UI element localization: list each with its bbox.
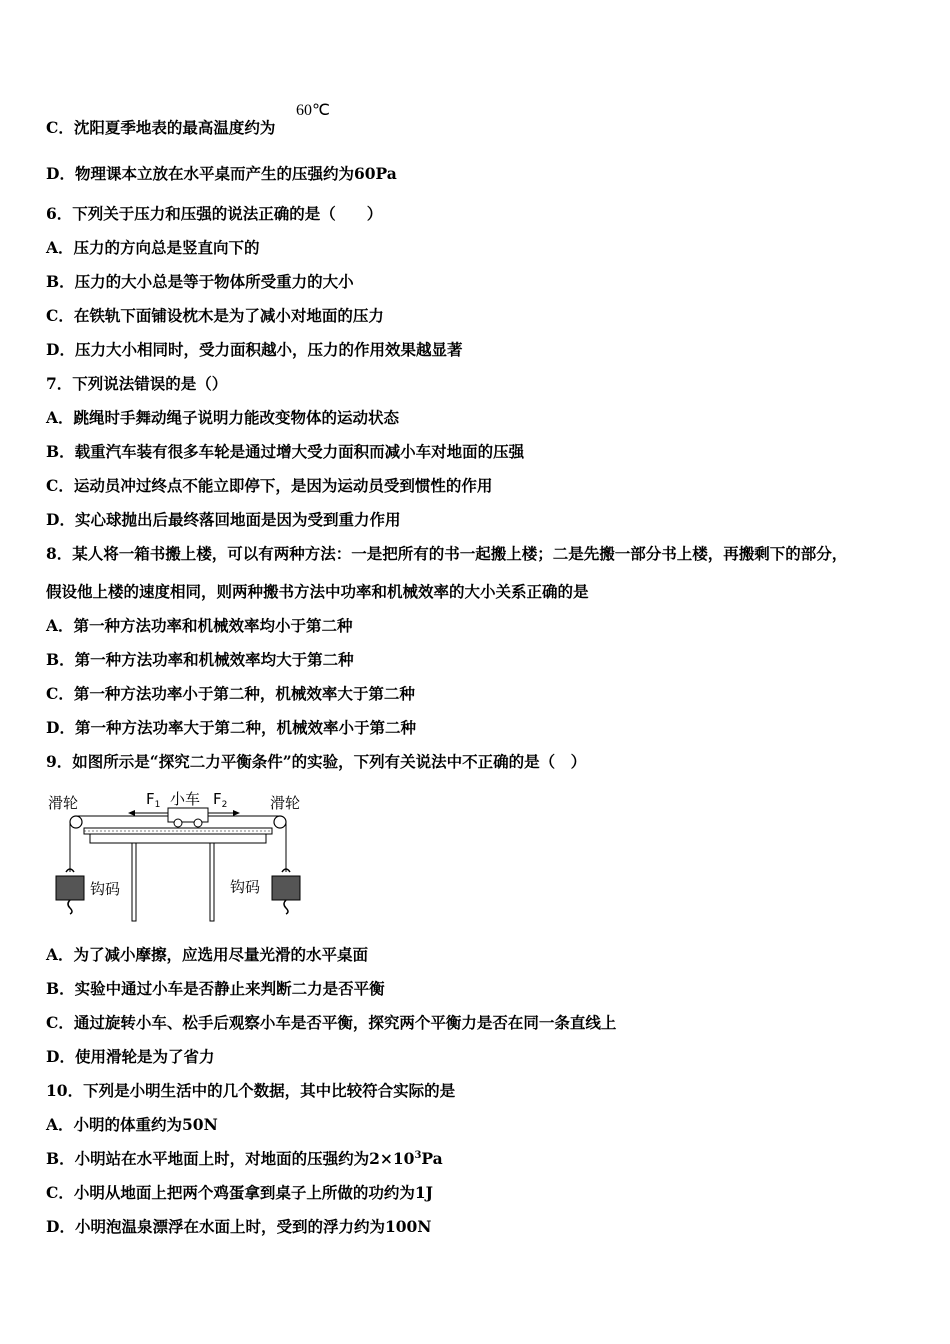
q7-option-a: A．跳绳时手舞动绳子说明力能改变物体的运动状态 — [46, 408, 400, 427]
q10-option-b-exponent: 3 — [414, 1149, 422, 1161]
label-cart: 小车 — [170, 790, 201, 808]
label-pulley-right: 滑轮 — [270, 794, 301, 812]
q8-option-a: A．第一种方法功率和机械效率均小于第二种 — [46, 616, 353, 635]
left-weight-icon — [56, 876, 84, 900]
label-weight-right: 钩码 — [230, 878, 261, 896]
q9-option-c: C．通过旋转小车、松手后观察小车是否平衡，探究两个平衡力是否在同一条直线上 — [46, 1013, 617, 1032]
q9-option-b: B．实验中通过小车是否静止来判断二力是否平衡 — [46, 979, 385, 998]
q6-stem: 6．下列关于压力和压强的说法正确的是（ ） — [46, 204, 383, 223]
label-pulley-left: 滑轮 — [48, 794, 79, 812]
q8-stem-line2: 假设他上楼的速度相同，则两种搬书方法中功率和机械效率的大小关系正确的是 — [46, 582, 589, 601]
q9-option-d: D．使用滑轮是为了省力 — [46, 1047, 215, 1066]
left-pulley-icon — [70, 816, 82, 828]
q10-option-d: D．小明泡温泉漂浮在水面上时，受到的浮力约为100N — [46, 1217, 432, 1236]
q6-option-c: C．在铁轨下面铺设枕木是为了减小对地面的压力 — [46, 306, 384, 325]
q8-option-c: C．第一种方法功率小于第二种，机械效率大于第二种 — [46, 684, 415, 703]
q10-option-b-text: B．小明站在水平地面上时，对地面的压强约为2×10 — [46, 1149, 415, 1168]
q10-option-a: A．小明的体重约为50N — [46, 1115, 218, 1134]
cart-wheel-icon — [194, 819, 202, 827]
q7-option-d: D．实心球抛出后最终落回地面是因为受到重力作用 — [46, 510, 401, 529]
label-weight-left: 钩码 — [90, 880, 121, 898]
q10-option-b — [46, 1147, 443, 1169]
right-weight-icon — [272, 876, 300, 900]
q10-option-b-unit: Pa — [421, 1149, 443, 1168]
q8-option-d: D．第一种方法功率大于第二种，机械效率小于第二种 — [46, 718, 416, 737]
table-leg-left — [132, 843, 136, 921]
q9-experiment-figure — [40, 786, 320, 926]
q6-option-b: B．压力的大小总是等于物体所受重力的大小 — [46, 272, 354, 291]
q6-option-a: A．压力的方向总是竖直向下的 — [46, 238, 260, 257]
q10-option-c: C．小明从地面上把两个鸡蛋拿到桌子上所做的功约为1J — [46, 1183, 433, 1202]
label-f1: $F_1$ — [146, 790, 161, 810]
q9-option-a: A．为了减小摩擦，应选用尽量光滑的水平桌面 — [46, 945, 369, 964]
q6-option-d: D．压力大小相同时，受力面积越小，压力的作用效果越显著 — [46, 340, 463, 359]
q7-option-b: B．载重汽车装有很多车轮是通过增大受力面积而减小车对地面的压强 — [46, 442, 525, 461]
cart-wheel-icon — [174, 819, 182, 827]
q5-option-c — [46, 116, 275, 138]
q5-option-d: D．物理课本立放在水平桌而产生的压强约为60Pa — [46, 164, 397, 183]
q8-stem-line1: 8．某人将一箱书搬上楼，可以有两种方法：一是把所有的书一起搬上楼；二是先搬一部分书上楼，再搬剩下的部分， — [46, 544, 848, 563]
right-pulley-icon — [274, 816, 286, 828]
q9-stem: 9．如图所示是“探究二力平衡条件”的实验，下列有关说法中不正确的是（ ） — [46, 752, 587, 771]
table-board — [90, 834, 266, 843]
q8-option-b: B．第一种方法功率和机械效率均大于第二种 — [46, 650, 354, 669]
label-f2: $F_2$ — [213, 790, 228, 810]
q7-stem: 7．下列说法错误的是（） — [46, 374, 228, 393]
q5-option-c-value: 60℃ — [296, 102, 330, 119]
q10-stem: 10．下列是小明生活中的几个数据，其中比较符合实际的是 — [46, 1081, 456, 1100]
cart-body — [168, 808, 208, 822]
table-leg-right — [210, 843, 214, 921]
q5-option-c-text: C．沈阳夏季地表的最高温度约为 — [46, 118, 276, 137]
q7-option-c: C．运动员冲过终点不能立即停下，是因为运动员受到惯性的作用 — [46, 476, 493, 495]
